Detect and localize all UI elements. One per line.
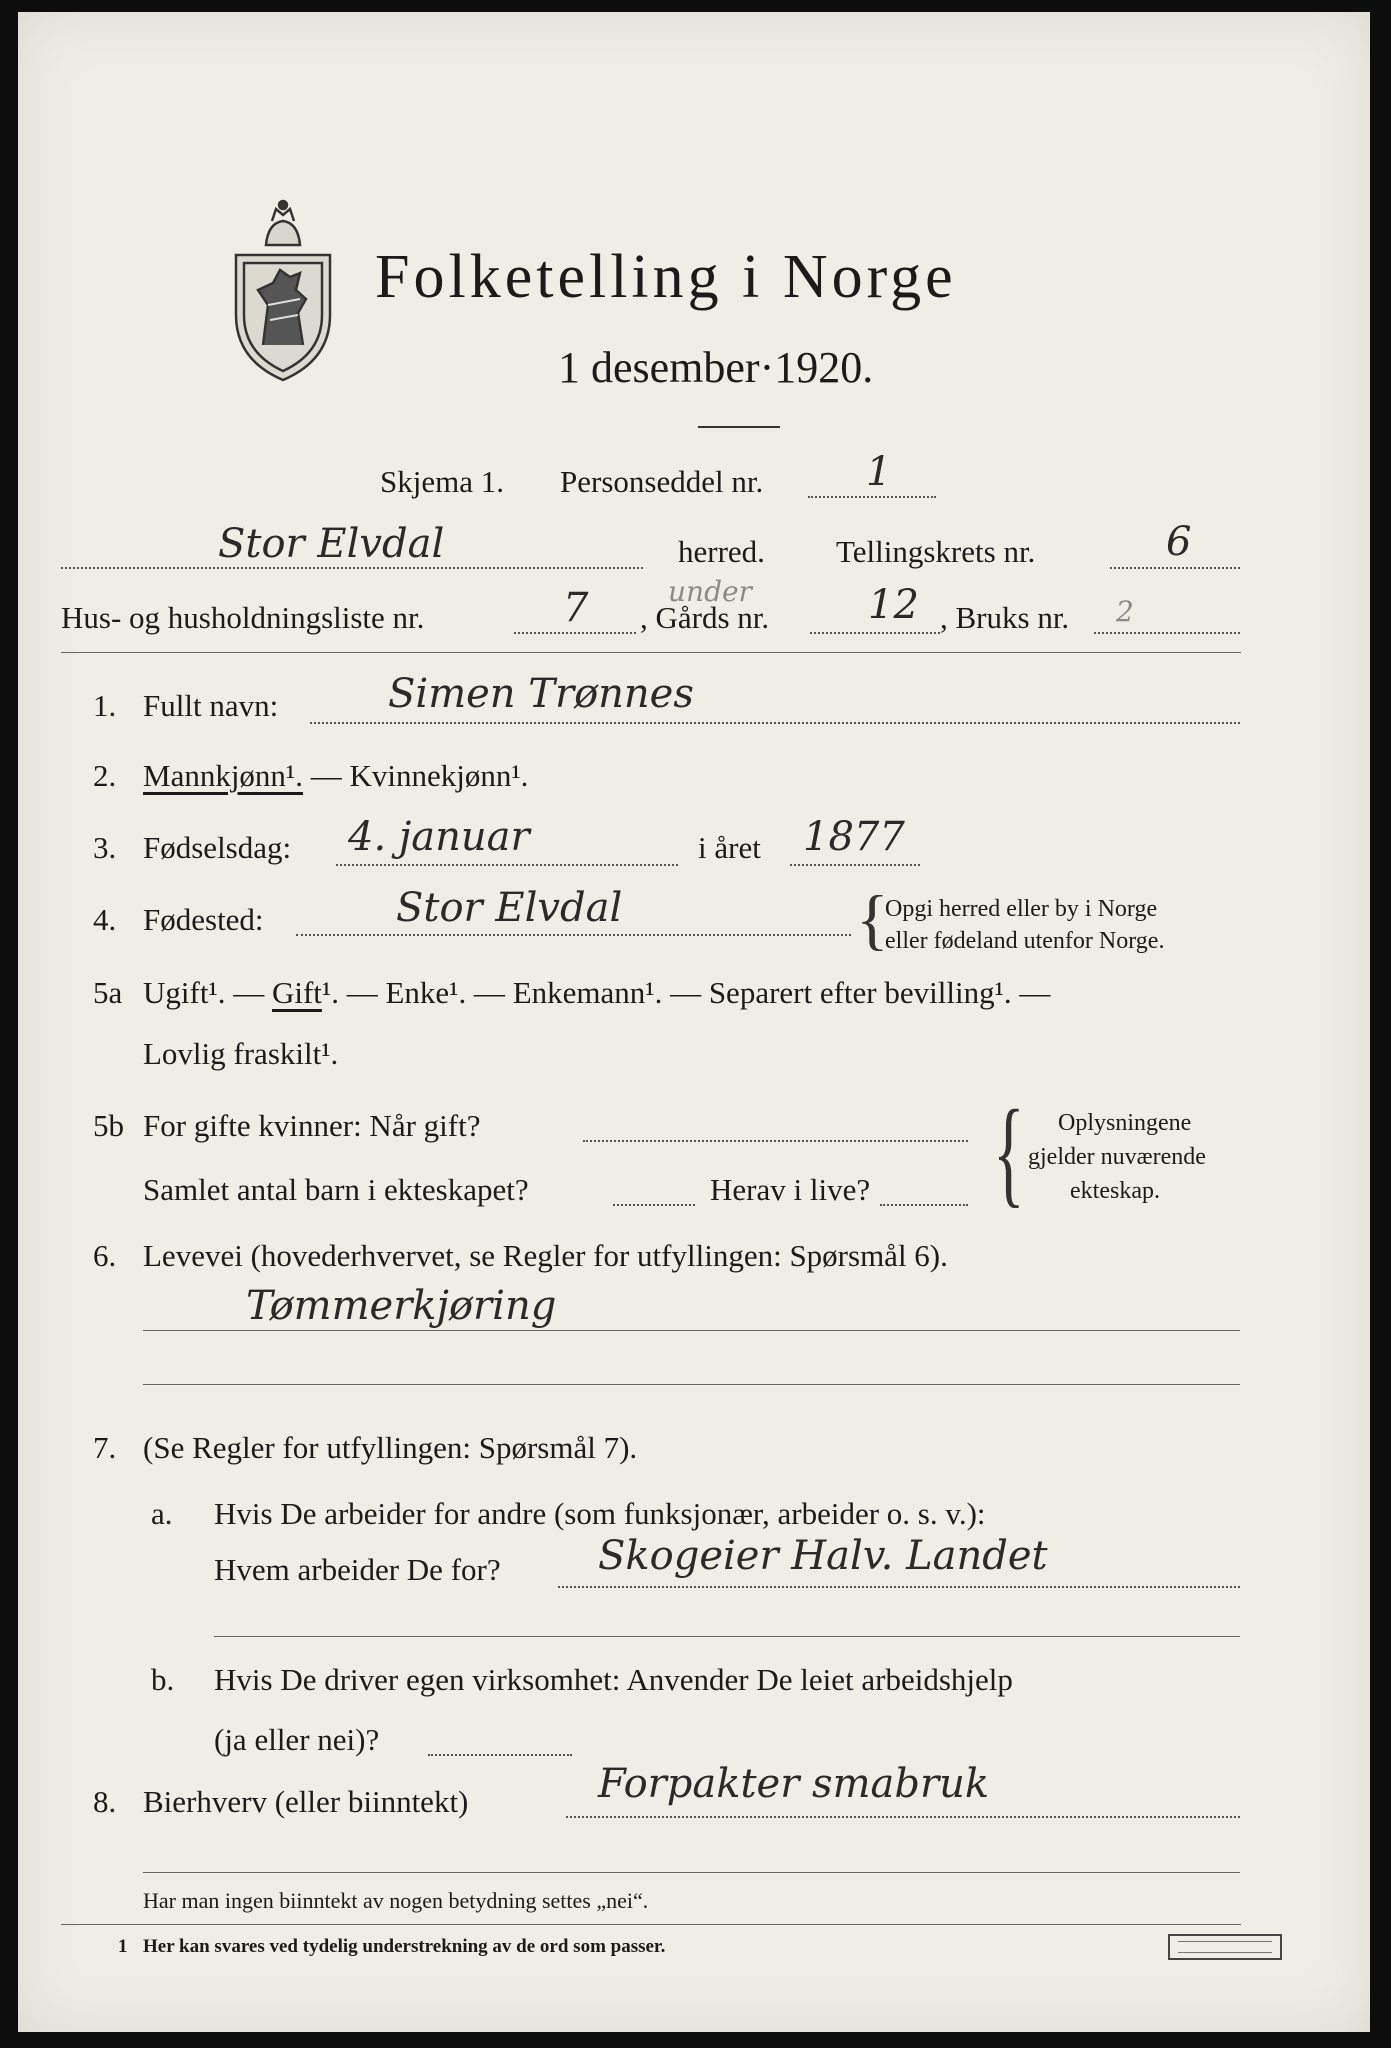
q5b-children-label: Samlet antal barn i ekteskapet? — [143, 1172, 529, 1207]
printer-stamp — [1168, 1934, 1282, 1960]
q8-label: Bierhverv (eller biinntekt) — [143, 1784, 469, 1819]
q7a-line-extra — [214, 1636, 1240, 1637]
q7a-letter: a. — [151, 1496, 173, 1531]
personseddel-value[interactable]: 1 — [866, 449, 892, 495]
kvinnekjonn-option[interactable]: — Kvinnekjønn¹. — [302, 758, 529, 793]
other-status-options[interactable]: ¹. — Enke¹. — Enkemann¹. — Separert efter bevilling¹. — — [321, 975, 1051, 1010]
title-divider — [698, 426, 780, 428]
q8-line — [566, 1816, 1240, 1818]
herred-label: herred. — [678, 534, 765, 569]
q5b-children-line — [613, 1204, 695, 1206]
q5b-brace: { — [992, 1085, 1025, 1218]
q1-line — [310, 722, 1240, 724]
q4-note-line1: Opgi herred eller by i Norge — [885, 896, 1158, 922]
bruks-value[interactable]: 2 — [1116, 595, 1134, 628]
q3-date-line — [336, 864, 678, 866]
skjema-label: Skjema 1. — [380, 464, 504, 499]
q6-line1 — [143, 1330, 1240, 1331]
q5a-number: 5a — [93, 975, 123, 1010]
q4-number: 4. — [93, 902, 117, 937]
herred-line — [61, 567, 643, 569]
bruks-label: , Bruks nr. — [940, 600, 1070, 635]
q6-number: 6. — [93, 1238, 117, 1273]
q4-note-line2: eller fødeland utenfor Norge. — [885, 928, 1165, 954]
q2-number: 2. — [93, 758, 117, 793]
q1-label: Fullt navn: — [143, 688, 279, 723]
q7-number: 7. — [93, 1430, 117, 1465]
gards-line — [810, 632, 940, 634]
q5b-alive-label: Herav i live? — [710, 1172, 871, 1207]
tellingskrets-value[interactable]: 6 — [1166, 519, 1192, 565]
q7a-employer-line — [558, 1586, 1240, 1588]
side-income-value[interactable]: Forpakter smabruk — [598, 1761, 990, 1807]
q5b-number: 5b — [93, 1108, 124, 1143]
q7a-line2: Hvem arbeider De for? — [214, 1552, 501, 1587]
footnote-number: 1 — [118, 1936, 128, 1957]
personseddel-line — [808, 496, 936, 498]
under-note: under — [668, 575, 752, 608]
q3-label: Fødselsdag: — [143, 830, 292, 865]
mannkjonn-option[interactable]: Mannkjønn¹. — [143, 758, 303, 793]
q5b-married-line — [583, 1140, 968, 1142]
herred-value[interactable]: Stor Elvdal — [218, 521, 445, 567]
q5a-options — [143, 975, 1050, 1011]
footer-divider — [61, 1924, 1241, 1925]
q7a-line1: Hvis De arbeider for andre (som funksjonær, arbeider o. s. v.): — [214, 1496, 986, 1531]
footer-note: Har man ingen biinntekt av nogen betydning settes „nei“. — [143, 1888, 649, 1913]
birth-year-value[interactable]: 1877 — [803, 814, 905, 860]
q4-line — [296, 934, 851, 936]
q5b-note-line3: ekteskap. — [1070, 1178, 1160, 1204]
q6-label: Levevei (hovederhvervet, se Regler for utfyllingen: Spørsmål 6). — [143, 1238, 948, 1273]
q7b-letter: b. — [151, 1662, 175, 1697]
census-form-sheet — [18, 12, 1370, 2032]
footnote-text: Her kan svares ved tydelig understrekning av de ord som passer. — [143, 1936, 666, 1957]
hus-line — [514, 632, 636, 634]
form-date: 1 desember·1920. — [558, 343, 874, 392]
birthplace-value[interactable]: Stor Elvdal — [396, 885, 623, 931]
gards-label: , Gårds nr. — [640, 600, 770, 635]
q3-year-line — [790, 864, 920, 866]
lovlig-fraskilt-option[interactable]: Lovlig fraskilt¹. — [143, 1036, 339, 1071]
full-name-value[interactable]: Simen Trønnes — [388, 671, 694, 717]
q3-year-label: i året — [698, 830, 761, 865]
gards-value[interactable]: 12 — [868, 582, 919, 628]
q1-number: 1. — [93, 688, 117, 723]
q7b-answer-line — [428, 1754, 572, 1756]
hus-label: Hus- og husholdningsliste nr. — [61, 600, 425, 635]
q5b-note-line2: gjelder nuværende — [1028, 1144, 1206, 1170]
q3-number: 3. — [93, 830, 117, 865]
q4-label: Fødested: — [143, 902, 264, 937]
birth-date-value[interactable]: 4. januar — [348, 814, 530, 860]
norwegian-coat-of-arms-icon — [228, 195, 338, 385]
q7b-line1: Hvis De driver egen virksomhet: Anvender De leiet arbeidshjelp — [214, 1662, 1013, 1697]
gift-option[interactable]: Gift — [271, 975, 322, 1010]
q5b-line1: For gifte kvinner: Når gift? — [143, 1108, 481, 1143]
header-divider — [61, 652, 1241, 653]
occupation-value[interactable]: Tømmerkjøring — [246, 1283, 557, 1329]
bruks-line — [1094, 632, 1240, 634]
employer-value[interactable]: Skogeier Halv. Landet — [598, 1533, 1048, 1579]
hus-value[interactable]: 7 — [563, 585, 589, 631]
personseddel-label: Personseddel nr. — [560, 464, 764, 499]
q5b-note-line1: Oplysningene — [1058, 1110, 1192, 1136]
q7b-line2: (ja eller nei)? — [214, 1722, 380, 1757]
q4-brace: { — [856, 881, 889, 957]
q8-line-extra — [143, 1872, 1240, 1873]
ugift-option[interactable]: Ugift¹. — — [143, 975, 265, 1010]
q5b-alive-line — [880, 1204, 968, 1206]
q6-line2 — [143, 1384, 1240, 1385]
q2-options — [143, 758, 528, 794]
q8-number: 8. — [93, 1784, 117, 1819]
tellingskrets-label: Tellingskrets nr. — [836, 534, 1036, 569]
q7-label: (Se Regler for utfyllingen: Spørsmål 7). — [143, 1430, 638, 1465]
form-title: Folketelling i Norge — [375, 243, 957, 311]
tellingskrets-line — [1110, 567, 1240, 569]
